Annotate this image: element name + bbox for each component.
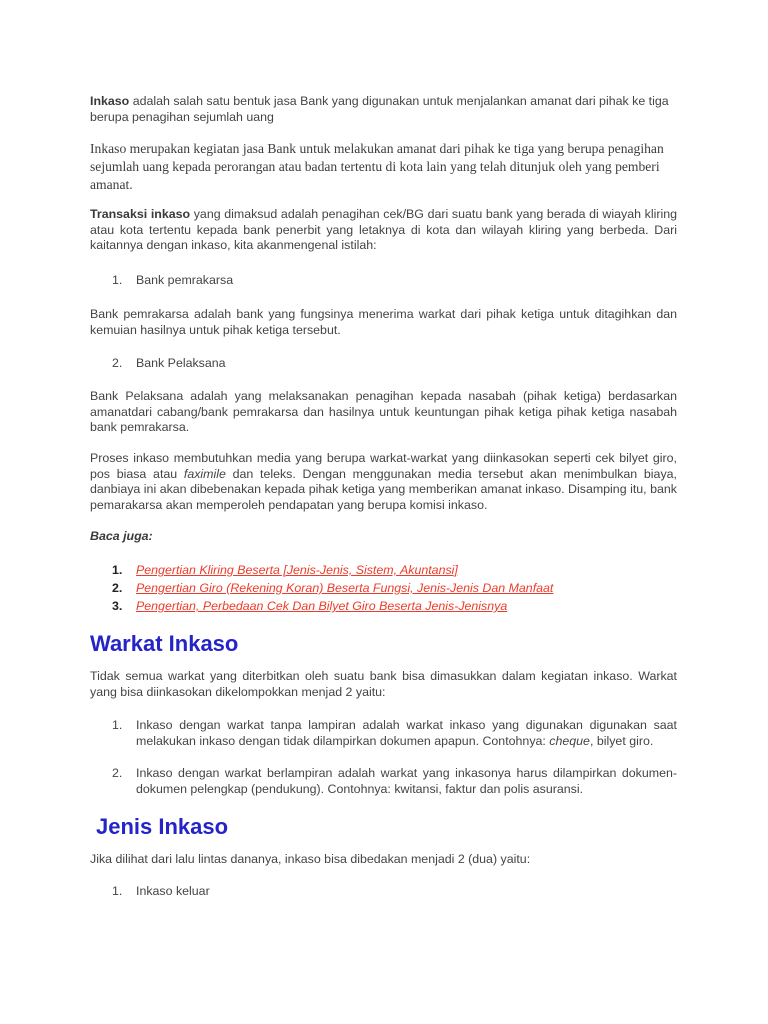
term-transaksi-inkaso: Transaksi inkaso [90, 207, 191, 221]
heading-jenis-inkaso: Jenis Inkaso [96, 814, 229, 839]
list-item-text: Inkaso keluar [136, 884, 210, 898]
list-number: 1. [112, 718, 123, 732]
paragraph-text: yang dimaksud adalah penagihan cek/BG dari suatu bank yang berada di wiayah kliring atau kota tertentu kepada bank penerbit yang letaknya di kota dan wilayah kliring yang berbeda. Dari kaitannya dengan inkaso, kita akanmengenal istilah: [90, 207, 677, 252]
related-link-item [112, 599, 677, 615]
list-item-warkat-tanpa-lampiran [112, 718, 677, 749]
paragraph-bank-pemrakarsa: Bank pemrakarsa adalah bank yang fungsinya menerima warkat dari pihak ketiga untuk ditagihkan dan kemuian hasilnya untuk pihak ketiga tersebut. [90, 307, 677, 337]
list-number: 1. [112, 273, 123, 287]
related-link-cek-bilyet-giro[interactable]: Pengertian, Perbedaan Cek Dan Bilyet Giro Beserta Jenis-Jenisnya [136, 599, 508, 613]
paragraph-warkat-intro: Tidak semua warkat yang diterbitkan oleh suatu bank bisa dimasukkan dalam kegiatan inkaso. Warkat yang bisa diinkasokan dikelompokkan menjad 2 yaitu: [90, 669, 677, 699]
list-item-text: Bank Pelaksana [136, 356, 226, 370]
paragraph-inkaso-definition [90, 94, 677, 125]
list-number: 1. [112, 884, 123, 898]
list-number: 1. [112, 563, 123, 577]
list-item-text: Bank pemrakarsa [136, 273, 234, 287]
related-link-item [112, 581, 677, 597]
paragraph-inkaso-activity: Inkaso merupakan kegiatan jasa Bank untuk melakukan amanat dari pihak ke tiga yang berupa penagihan sejumlah uang kepada perorangan atau badan tertentu di kota lain yang telah ditunjuk oleh yang pemberi amanat. [90, 141, 664, 192]
list-item-inkaso-keluar [112, 884, 677, 900]
related-link-kliring[interactable]: Pengertian Kliring Beserta [Jenis-Jenis, Sistem, Akuntansi] [136, 563, 458, 577]
paragraph-bank-pelaksana: Bank Pelaksana adalah yang melaksanakan penagihan kepada nasabah (pihak ketiga) berdasarkan amanatdari cabang/bank pemrakarsa dan hasilnya untuk keuntungan pihak ketiga pihak ketiga nasabah bank pemrakarsa. [90, 389, 677, 434]
list-number: 2. [112, 766, 123, 780]
list-item-warkat-berlampiran [112, 766, 677, 797]
list-item-bank-pemrakarsa [112, 273, 677, 289]
list-number: 3. [112, 599, 123, 613]
heading-warkat-inkaso: Warkat Inkaso [90, 631, 239, 656]
list-number: 2. [112, 581, 123, 595]
related-link-item [112, 563, 677, 579]
baca-juga-label [90, 529, 677, 545]
paragraph-text: adalah salah satu bentuk jasa Bank yang digunakan untuk menjalankan amanat dari pihak ke tiga berupa penagihan sejumlah uang [90, 94, 669, 124]
paragraph-proses-inkaso [90, 451, 677, 513]
list-number: 2. [112, 356, 123, 370]
italic-term: faximile [183, 466, 226, 481]
paragraph-text: dan teleks. Dengan menggunakan media tersebut akan menimbulkan biaya, danbiaya ini akan dibebenakan kepada pihak ketiga yang memberikan amanat inkaso. Disamping itu, bank pemarakarsa akan memperoleh pendapatan yang berupa komisi inkaso. [90, 466, 677, 512]
list-item-bank-pelaksana [112, 356, 677, 372]
list-item-text: Inkaso dengan warkat berlampiran adalah warkat yang inkasonya harus dilampirkan dokumen-dokumen pelengkap (pendukung). Contohnya: kwitansi, faktur dan polis asuransi. [136, 766, 677, 796]
term-inkaso: Inkaso [90, 94, 130, 108]
list-item-text: Inkaso dengan warkat tanpa lampiran adalah warkat inkaso yang digunakan digunakan saat melakukan inkaso dengan tidak dilampirkan dokumen apapun. Contohnya: cheque, bilyet giro. [136, 718, 677, 748]
paragraph-text: Proses inkaso membutuhkan media yang berupa warkat-warkat yang diinkasokan seperti cek bilyet giro, pos biasa atau [90, 451, 677, 481]
paragraph-jenis-intro: Jika dilihat dari lalu lintas dananya, inkaso bisa dibedakan menjadi 2 (dua) yaitu: [90, 852, 531, 866]
italic-term: cheque [549, 733, 590, 748]
related-link-giro[interactable]: Pengertian Giro (Rekening Koran) Beserta Fungsi, Jenis-Jenis Dan Manfaat [136, 581, 554, 595]
baca-juga-text: Baca juga: [90, 529, 153, 543]
paragraph-transaksi-inkaso [90, 207, 677, 254]
